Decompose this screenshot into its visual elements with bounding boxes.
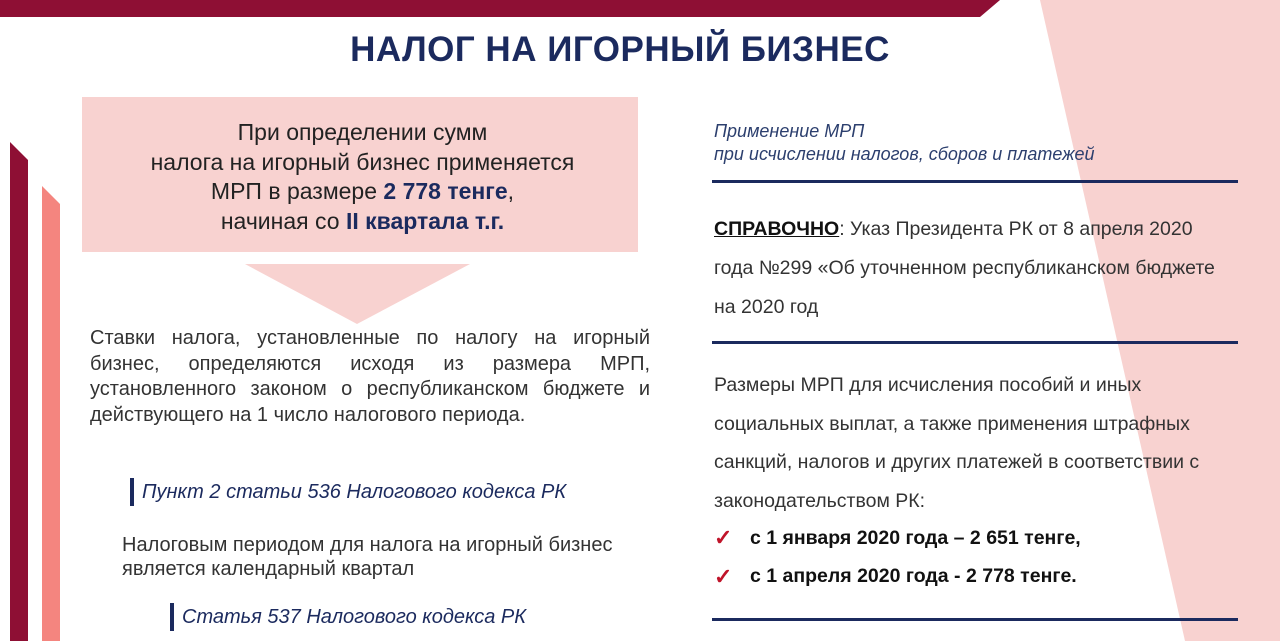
callout-line-1: При определении сумм <box>237 119 488 145</box>
mrp-heading-line-2: при исчислении налогов, сборов и платежей <box>714 144 1095 164</box>
list-item <box>714 558 1081 597</box>
left-salmon-stripe <box>42 186 60 641</box>
reference-article-536: Пункт 2 статьи 536 Налогового кодекса РК <box>130 478 566 506</box>
callout-prefix: МРП в размере <box>210 178 384 204</box>
callout-arrow <box>245 264 470 324</box>
mrp-heading-line-1: Применение МРП <box>714 121 865 141</box>
decree-reference <box>714 210 1224 327</box>
callout-period: II квартала т.г. <box>345 207 505 234</box>
top-crimson-bar <box>0 0 1000 17</box>
page-title: НАЛОГ НА ИГОРНЫЙ БИЗНЕС <box>350 30 890 69</box>
callout-line-4 <box>85 207 640 237</box>
callout-period-prefix: начиная со <box>220 207 346 234</box>
callout-comma: , <box>507 178 515 204</box>
checkmark-icon: ✓ <box>714 525 733 551</box>
decree-text: : Указ Президента РК от 8 апреля 2020 года №299 «Об уточненном республиканском бюджете на 2020 год <box>714 218 1215 318</box>
checkmark-icon: ✓ <box>714 563 733 589</box>
mrp-values-list <box>714 519 1081 596</box>
mrp-value-april: с 1 апреля 2020 года - 2 778 тенге. <box>750 565 1077 588</box>
mrp-application-heading <box>714 120 1095 166</box>
callout-amount: 2 778 тенге <box>383 178 508 204</box>
tax-period-paragraph: Налоговым периодом для налога на игорный бизнес является календарный квартал <box>122 534 613 580</box>
mrp-sizes-paragraph: Размеры МРП для исчисления пособий и иных социальных выплат, а также применения штрафных санкций, налогов и других платежей в соответствии с законодательством РК: <box>714 374 1200 512</box>
tax-rates-paragraph: Ставки налога, установленные по налогу на игорный бизнес, определяются исходя из размера МРП, установленного законом о республиканском бюджете и действующего на 1 число налогового периода. <box>90 327 650 426</box>
decree-label: СПРАВОЧНО <box>714 218 840 240</box>
left-crimson-stripe <box>10 142 28 641</box>
divider-line <box>712 341 1238 344</box>
reference-article-537: Статья 537 Налогового кодекса РК <box>170 603 526 631</box>
callout-line-3 <box>85 177 640 207</box>
mrp-value-january: с 1 января 2020 года – 2 651 тенге, <box>750 526 1081 549</box>
divider-line <box>712 618 1238 621</box>
list-item <box>714 519 1081 558</box>
divider-line <box>712 180 1238 183</box>
callout-line-2: налога на игорный бизнес применяется <box>150 148 575 175</box>
mrp-callout <box>85 118 640 236</box>
